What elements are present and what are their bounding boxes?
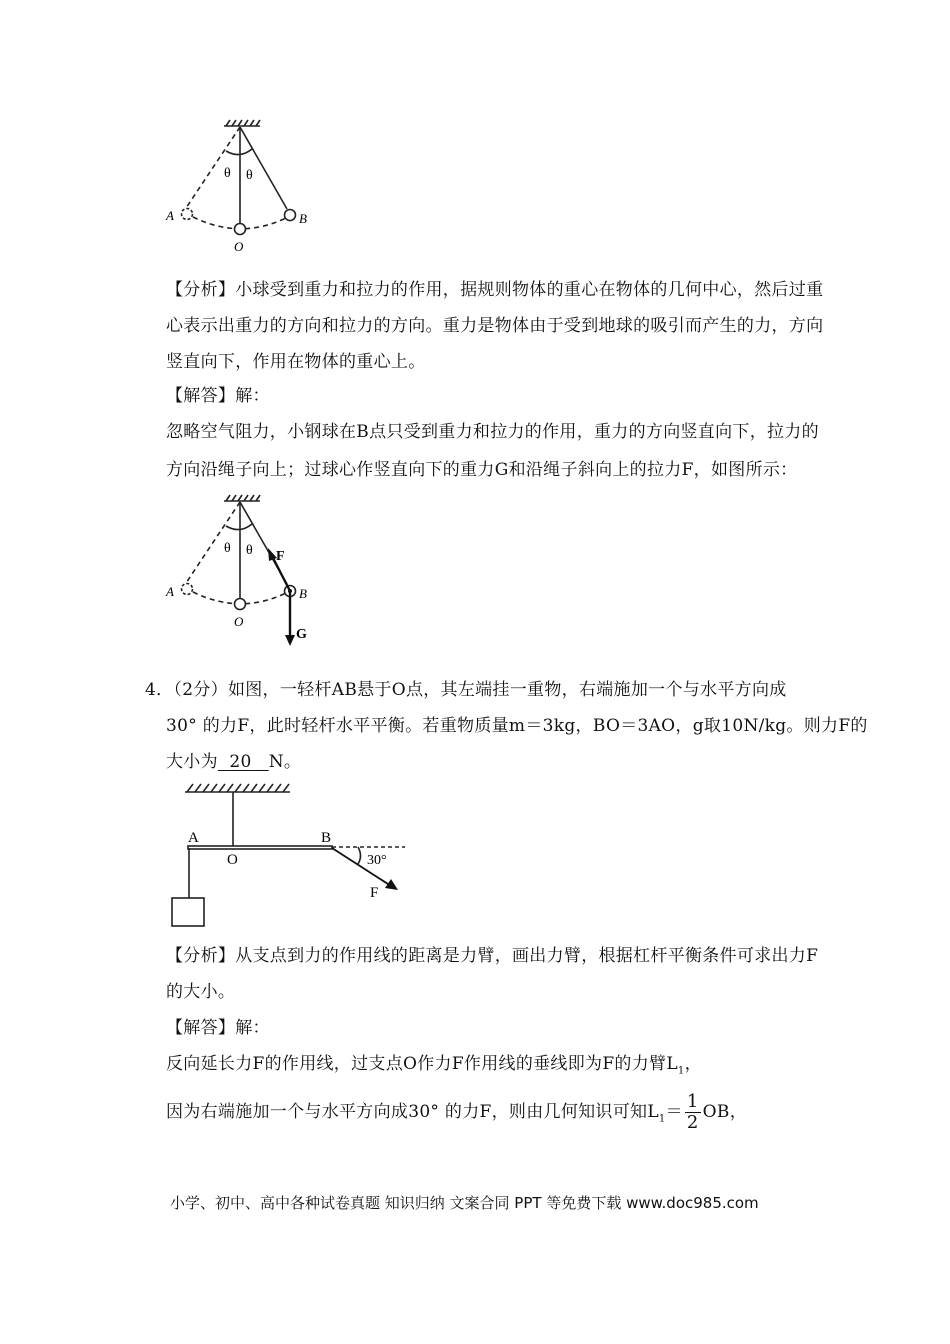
point-o-label: O xyxy=(234,614,244,629)
analysis-line: 从支点到力的作用线的距离是力臂，画出力臂，根据杠杆平衡条件可求出力F xyxy=(235,946,819,966)
analysis-tag: 【分析】 xyxy=(166,946,236,966)
question-4-line-1 xyxy=(145,680,787,700)
answer-blank xyxy=(218,752,269,772)
point-a-label: A xyxy=(166,208,174,223)
answer-heading-3 xyxy=(166,386,270,406)
question-4-line-3 xyxy=(166,752,301,772)
answer-colon: 解： xyxy=(235,1018,270,1038)
answer-line: 忽略空气阻力，小钢球在B点只受到重力和拉力的作用，重力的方向竖直向下，拉力的 xyxy=(166,422,819,442)
footer-text: 小学、初中、高中各种试卷真题 知识归纳 文案合同 PPT 等免费下载 www.doc985.com xyxy=(170,1194,759,1212)
point-b-label: B xyxy=(299,586,307,601)
answer-line xyxy=(166,1090,747,1141)
fraction-denominator: 2 xyxy=(686,1112,699,1133)
force-f-label: F xyxy=(370,885,379,901)
question-text: （2分）如图，一轻杆AB悬于O点，其左端挂一重物，右端施加一个与水平方向成 xyxy=(173,680,787,700)
question-number: 4． xyxy=(145,680,174,700)
analysis-paragraph-4 xyxy=(166,946,818,966)
point-b-label: B xyxy=(321,830,332,846)
answer-value: 20 xyxy=(229,752,252,772)
point-a-label: A xyxy=(166,584,174,599)
theta-right-label: θ xyxy=(246,168,253,183)
angle-label: 30° xyxy=(367,853,387,868)
lever-figure xyxy=(160,780,410,930)
answer-text: 反向延长力F的作用线，过支点O作力F作用线的垂线即为F的力臂L xyxy=(166,1054,678,1074)
analysis-paragraph-3 xyxy=(166,280,823,300)
answer-tag: 【解答】 xyxy=(166,1018,236,1038)
theta-left-label: θ xyxy=(224,166,231,181)
answer-text: 因为右端施加一个与水平方向成30° 的力F，则由几何知识可知L xyxy=(166,1102,659,1122)
answer-heading-4 xyxy=(166,1018,270,1038)
equals-sign: ＝ xyxy=(665,1102,683,1122)
theta-right-label: θ xyxy=(246,543,253,558)
answer-colon: 解： xyxy=(235,386,270,406)
question-text: 大小为 xyxy=(166,752,218,772)
analysis-tag: 【分析】 xyxy=(166,280,236,300)
pendulum-force-figure xyxy=(160,490,320,650)
point-a-label: A xyxy=(188,830,199,846)
pendulum-figure-1 xyxy=(160,115,310,255)
question-text: 30° 的力F，此时轻杆水平平衡。若重物质量m＝3kg，BO＝3AO，g取10N/kg。则力F的 xyxy=(166,716,868,736)
answer-line xyxy=(166,1054,702,1081)
subscript: 1 xyxy=(658,1113,666,1125)
force-f-arrow xyxy=(332,848,398,890)
analysis-line: 心表示出重力的方向和拉力的方向。重力是物体由于受到地球的吸引而产生的力，方向 xyxy=(166,316,824,336)
answer-line: 方向沿绳子向上；过球心作竖直向下的重力G和沿绳子斜向上的拉力F，如图所示： xyxy=(166,460,798,480)
force-g-label: G xyxy=(296,627,307,642)
point-b-label: B xyxy=(299,211,307,226)
fraction xyxy=(685,1092,701,1133)
force-g-arrow xyxy=(285,591,295,646)
question-text: N。 xyxy=(268,752,302,772)
subscript: 1 xyxy=(677,1065,685,1077)
answer-text: ， xyxy=(684,1054,702,1074)
force-f-label: F xyxy=(276,549,285,564)
fraction-numerator: 1 xyxy=(686,1091,699,1112)
point-o-label: O xyxy=(227,852,238,868)
answer-text: OB， xyxy=(702,1102,748,1122)
analysis-line: 竖直向下，作用在物体的重心上。 xyxy=(166,352,426,372)
answer-tag: 【解答】 xyxy=(166,386,236,406)
analysis-line: 小球受到重力和拉力的作用，据规则物体的重心在物体的几何中心，然后过重 xyxy=(235,280,824,300)
analysis-line: 的大小。 xyxy=(166,982,236,1002)
point-o-label: O xyxy=(234,239,244,254)
theta-left-label: θ xyxy=(224,541,231,556)
